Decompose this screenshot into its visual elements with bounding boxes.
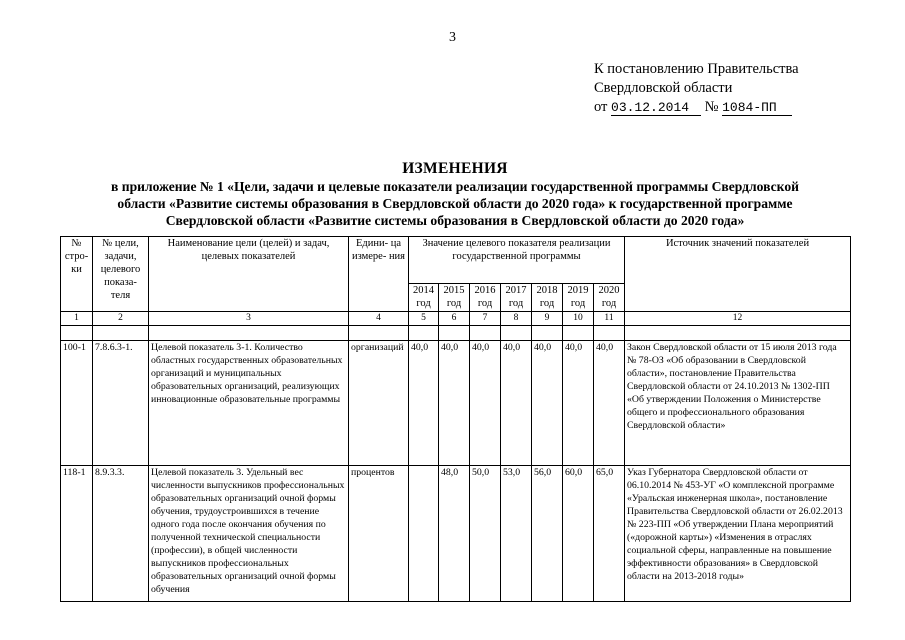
- value-2019: 60,0: [563, 466, 594, 602]
- unit: организаций: [349, 341, 409, 466]
- column-number: 2: [93, 312, 149, 326]
- header-source: Источник значений показателей: [625, 237, 851, 312]
- number-label: №: [704, 99, 719, 115]
- indicators-table: [60, 236, 851, 602]
- header-year: 2016 год: [470, 284, 501, 312]
- row-no: 100-1: [61, 341, 93, 466]
- table-row: [61, 341, 851, 466]
- column-number: 6: [439, 312, 470, 326]
- unit: процентов: [349, 466, 409, 602]
- value-2020: 65,0: [594, 466, 625, 602]
- document-title: [60, 160, 850, 229]
- column-numbers-row: [61, 312, 851, 326]
- column-number: 12: [625, 312, 851, 326]
- header-year: 2020 год: [594, 284, 625, 312]
- value-2016: 40,0: [470, 341, 501, 466]
- column-number: 9: [532, 312, 563, 326]
- from-label: от: [594, 99, 608, 115]
- header-name: Наименование цели (целей) и задач, целевых показателей: [149, 237, 349, 312]
- value-2017: 40,0: [501, 341, 532, 466]
- column-number: 5: [409, 312, 439, 326]
- approval-date: 03.12.2014: [611, 100, 701, 116]
- value-2014: 40,0: [409, 341, 439, 466]
- title-heading: ИЗМЕНЕНИЯ: [402, 160, 508, 177]
- row-no: 118-1: [61, 466, 93, 602]
- column-number: 7: [470, 312, 501, 326]
- approval-stamp: [594, 60, 799, 117]
- column-number: 4: [349, 312, 409, 326]
- title-line-2: области «Развитие системы образования в Свердловской области до 2020 года» к государственной программе: [117, 196, 793, 211]
- header-values: Значение целевого показателя реализации государственной программы: [409, 237, 625, 284]
- column-number: 11: [594, 312, 625, 326]
- source: Указ Губернатора Свердловской области от 06.10.2014 № 453-УГ «О комплексной программе «Уральская инженерная школа», постановление Правительства Свердловской области от 26.02.2013 № 223-ПП «Об утверждении Плана мероприятий («дорожной карты») «Изменения в отраслях социальной сферы, направленные на повышение эффективности образования» в Свердловской области на 2013-2018 годы»: [625, 466, 851, 602]
- value-2015: 48,0: [439, 466, 470, 602]
- header-row-no: № стро- ки: [61, 237, 93, 312]
- goal-no: 8.9.3.3.: [93, 466, 149, 602]
- title-line-3: Свердловской области «Развитие системы образования в Свердловской области до 2020 года»: [165, 213, 745, 228]
- indicator-name: Целевой показатель 3. Удельный вес численности выпускников профессиональных образовательных организаций очной формы обучения, трудоустроившихся в течение одного года после окончания обучения по полученной технической специальности (профессии), в общей численности выпускников профессиональных образовательных организаций очной формы обучения: [149, 466, 349, 602]
- value-2020: 40,0: [594, 341, 625, 466]
- value-2014: [409, 466, 439, 602]
- value-2019: 40,0: [563, 341, 594, 466]
- value-2018: 40,0: [532, 341, 563, 466]
- header-year: 2014 год: [409, 284, 439, 312]
- header-year: 2015 год: [439, 284, 470, 312]
- header-year: 2017 год: [501, 284, 532, 312]
- column-number: 10: [563, 312, 594, 326]
- approval-line-1: К постановлению Правительства: [594, 61, 799, 77]
- indicator-name: Целевой показатель 3-1. Количество областных государственных образовательных организаций и муниципальных образовательных организаций, реализующих инновационные образовательные программы: [149, 341, 349, 466]
- value-2017: 53,0: [501, 466, 532, 602]
- table-row: [61, 466, 851, 602]
- page-number: 3: [449, 30, 456, 45]
- source: Закон Свердловской области от 15 июля 2013 года № 78-ОЗ «Об образовании в Свердловской области», постановление Правительства Свердловской области от 24.10.2013 № 1302-ПП «Об утверждении Положения о Министерстве общего и профессионального образования Свердловской области»: [625, 341, 851, 466]
- approval-line-2: Свердловской области: [594, 80, 733, 96]
- approval-number: 1084-ПП: [722, 100, 792, 116]
- column-number: 8: [501, 312, 532, 326]
- header-row: [61, 237, 851, 284]
- column-number: 1: [61, 312, 93, 326]
- header-year: 2018 год: [532, 284, 563, 312]
- value-2015: 40,0: [439, 341, 470, 466]
- approval-line-3: [594, 98, 799, 117]
- title-line-1: в приложение № 1 «Цели, задачи и целевые показатели реализации государственной программы Свердловской: [111, 179, 799, 194]
- value-2016: 50,0: [470, 466, 501, 602]
- value-2018: 56,0: [532, 466, 563, 602]
- column-number: 3: [149, 312, 349, 326]
- spacer-row: [61, 326, 851, 341]
- header-goal-no: № цели, задачи, целевого показа- теля: [93, 237, 149, 312]
- header-year: 2019 год: [563, 284, 594, 312]
- header-unit: Едини- ца измере- ния: [349, 237, 409, 312]
- goal-no: 7.8.6.3-1.: [93, 341, 149, 466]
